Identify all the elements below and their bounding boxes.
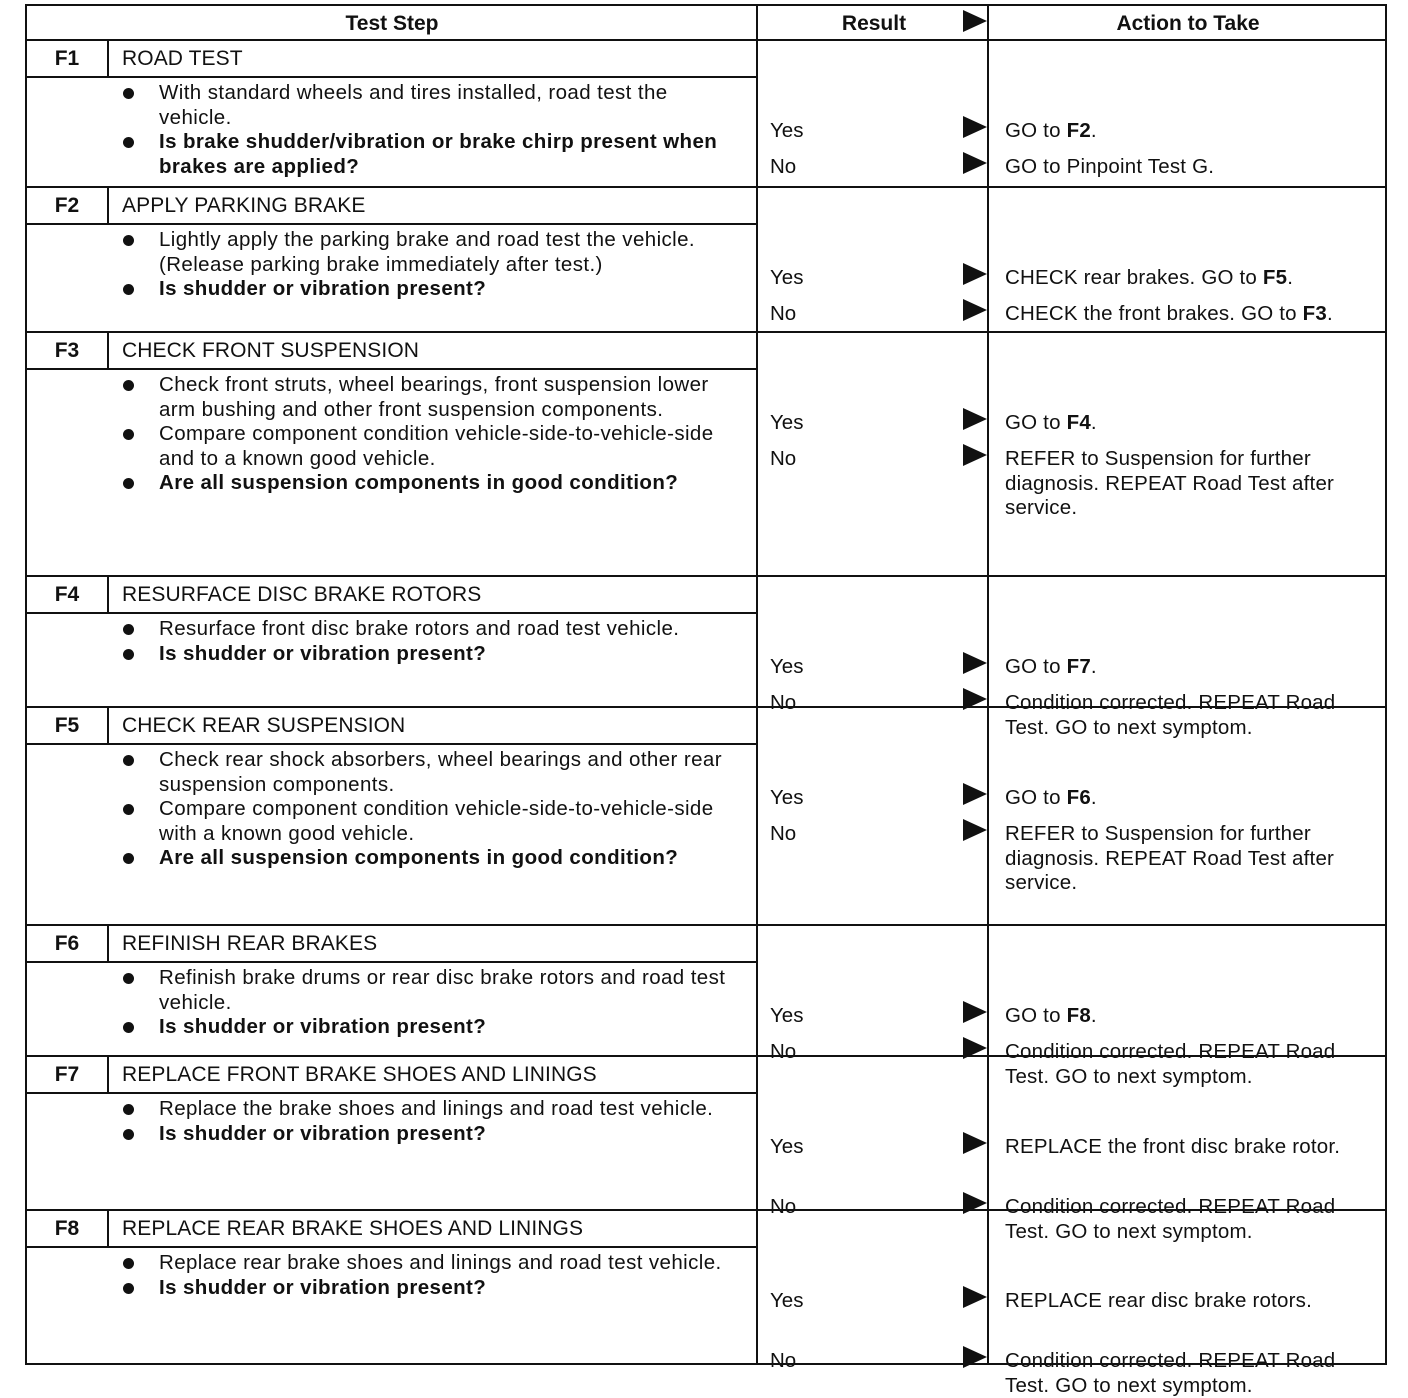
step-question <box>117 642 737 667</box>
step-id: F5 <box>27 708 109 743</box>
arrow-right-icon <box>963 152 987 174</box>
step-question <box>117 1276 737 1301</box>
step-title-bar <box>27 41 757 78</box>
bullet-icon <box>123 1129 134 1140</box>
step-title: ROAD TEST <box>122 47 243 70</box>
step-title-bar <box>27 333 757 370</box>
step-row-f5 <box>27 706 1385 924</box>
action-yes: CHECK rear brakes. GO to F5. <box>1005 266 1294 289</box>
result-yes: Yes <box>770 1004 804 1027</box>
step-title-bar <box>27 577 757 614</box>
result-no: No <box>770 155 797 178</box>
bullet-icon <box>123 755 134 766</box>
diagnostic-table <box>25 4 1387 1397</box>
step-id: F2 <box>27 188 109 223</box>
result-no: No <box>770 302 797 325</box>
arrow-right-icon <box>963 116 987 138</box>
instruction-text: Compare component condition vehicle-side-to-vehicle-side with a known good vehicle. <box>159 797 714 845</box>
step-instruction <box>117 81 737 130</box>
step-instructions <box>117 81 737 179</box>
instruction-text: Check rear shock absorbers, wheel bearings and other rear suspension components. <box>159 748 722 796</box>
arrow-right-icon <box>963 1286 987 1308</box>
step-instruction <box>117 748 737 797</box>
instruction-text: Is brake shudder/vibration or brake chirp present when brakes are applied? <box>159 130 718 178</box>
bullet-icon <box>123 1258 134 1269</box>
action-yes: GO to F2. <box>1005 119 1097 142</box>
step-instructions <box>117 748 737 871</box>
column-divider-action <box>987 4 989 1363</box>
step-instructions <box>117 617 737 666</box>
action-yes: GO to F7. <box>1005 655 1097 678</box>
step-title: CHECK FRONT SUSPENSION <box>122 339 420 362</box>
action-no: GO to Pinpoint Test G. <box>1005 155 1215 178</box>
instruction-text: Refinish brake drums or rear disc brake rotors and road test vehicle. <box>159 966 726 1014</box>
result-no: No <box>770 691 797 714</box>
step-instruction <box>117 373 737 422</box>
action-yes: REPLACE the front disc brake rotor. <box>1005 1135 1341 1158</box>
instruction-text: Is shudder or vibration present? <box>159 277 487 300</box>
bullet-icon <box>123 235 134 246</box>
step-title-bar <box>27 1211 757 1248</box>
arrow-right-icon <box>963 263 987 285</box>
arrow-right-icon <box>963 444 987 466</box>
step-id: F7 <box>27 1057 109 1092</box>
step-instructions <box>117 1097 737 1146</box>
bullet-icon <box>123 380 134 391</box>
step-instruction <box>117 617 737 642</box>
step-title-bar <box>27 1057 757 1094</box>
arrow-right-icon <box>963 1001 987 1023</box>
step-reference: F3 <box>1302 302 1327 325</box>
action-yes: REPLACE rear disc brake rotors. <box>1005 1289 1312 1312</box>
step-row-f2 <box>27 186 1385 331</box>
action-yes: GO to F4. <box>1005 411 1097 434</box>
header-test-step: Test Step <box>345 12 439 35</box>
step-reference: F4 <box>1066 411 1091 434</box>
bullet-icon <box>123 478 134 489</box>
action-no: Condition corrected. REPEAT Road Test. GO to next symptom. <box>1005 1195 1336 1243</box>
action-yes: GO to F6. <box>1005 786 1097 809</box>
result-no: No <box>770 1349 797 1372</box>
bullet-icon <box>123 804 134 815</box>
action-no: Condition corrected. REPEAT Road Test. GO to next symptom. <box>1005 691 1336 739</box>
step-title: REPLACE REAR BRAKE SHOES AND LININGS <box>122 1217 584 1240</box>
bullet-icon <box>123 853 134 864</box>
step-question <box>117 471 737 496</box>
step-question <box>117 277 737 302</box>
step-reference: F6 <box>1066 786 1091 809</box>
instruction-text: Check front struts, wheel bearings, front suspension lower arm bushing and other front suspension components. <box>159 373 709 421</box>
step-id: F6 <box>27 926 109 961</box>
step-instructions <box>117 966 737 1040</box>
step-title: REFINISH REAR BRAKES <box>122 932 378 955</box>
step-instruction <box>117 1097 737 1122</box>
step-row-f1 <box>27 41 1385 186</box>
arrow-right-icon <box>963 652 987 674</box>
instruction-text: With standard wheels and tires installed, road test the vehicle. <box>159 81 668 129</box>
step-title: RESURFACE DISC BRAKE ROTORS <box>122 583 482 606</box>
arrow-right-icon <box>963 1346 987 1368</box>
result-yes: Yes <box>770 1135 804 1158</box>
step-question <box>117 1122 737 1147</box>
result-no: No <box>770 822 797 845</box>
step-instruction <box>117 422 737 471</box>
action-no: CHECK the front brakes. GO to F3. <box>1005 302 1333 325</box>
action-yes: GO to F8. <box>1005 1004 1097 1027</box>
instruction-text: Compare component condition vehicle-side-to-vehicle-side and to a known good vehicle. <box>159 422 714 470</box>
column-divider-result <box>756 4 758 1363</box>
bullet-icon <box>123 973 134 984</box>
bullet-icon <box>123 88 134 99</box>
arrow-right-icon <box>963 783 987 805</box>
action-no: Condition corrected. REPEAT Road Test. GO to next symptom. <box>1005 1349 1336 1397</box>
instruction-text: Is shudder or vibration present? <box>159 1121 487 1145</box>
step-reference: F5 <box>1262 266 1288 289</box>
step-id: F3 <box>27 333 109 368</box>
step-instruction <box>117 228 737 277</box>
instruction-text: Are all suspension components in good condition? <box>159 471 679 494</box>
instruction-text: Lightly apply the parking brake and road test the vehicle. (Release parking brake immediately after test.) <box>159 228 696 276</box>
step-question <box>117 1015 737 1040</box>
bullet-icon <box>123 137 134 148</box>
step-title: REPLACE FRONT BRAKE SHOES AND LININGS <box>122 1063 597 1086</box>
step-title-bar <box>27 708 757 745</box>
step-instruction <box>117 797 737 846</box>
bullet-icon <box>123 284 134 295</box>
bullet-icon <box>123 429 134 440</box>
step-reference: F2 <box>1066 119 1091 142</box>
result-yes: Yes <box>770 119 804 142</box>
step-instruction <box>117 1251 737 1276</box>
action-no: REFER to Suspension for further diagnosis. REPEAT Road Test after service. <box>1005 822 1335 894</box>
step-row-f8 <box>27 1209 1385 1397</box>
step-instruction <box>117 966 737 1015</box>
step-reference: F8 <box>1066 1004 1091 1027</box>
instruction-text: Replace the brake shoes and linings and road test vehicle. <box>159 1097 714 1120</box>
step-title: CHECK REAR SUSPENSION <box>122 714 406 737</box>
header-arrow-icon <box>963 10 987 32</box>
header-result: Result <box>841 12 907 35</box>
step-title-bar <box>27 188 757 225</box>
result-no: No <box>770 1040 797 1063</box>
action-no: REFER to Suspension for further diagnosis. REPEAT Road Test after service. <box>1005 447 1335 519</box>
step-id: F8 <box>27 1211 109 1246</box>
result-yes: Yes <box>770 655 804 678</box>
bullet-icon <box>123 624 134 635</box>
table-header <box>27 4 1385 41</box>
step-question <box>117 846 737 871</box>
result-no: No <box>770 1195 797 1218</box>
bullet-icon <box>123 1022 134 1033</box>
result-yes: Yes <box>770 1289 804 1312</box>
bullet-icon <box>123 649 134 660</box>
step-id: F4 <box>27 577 109 612</box>
step-row-f3 <box>27 331 1385 575</box>
bullet-icon <box>123 1283 134 1294</box>
instruction-text: Replace rear brake shoes and linings and road test vehicle. <box>159 1251 722 1274</box>
step-question <box>117 130 737 179</box>
arrow-right-icon <box>963 408 987 430</box>
arrow-right-icon <box>963 1132 987 1154</box>
header-action: Action to Take <box>1116 12 1260 35</box>
result-yes: Yes <box>770 411 804 434</box>
step-instructions <box>117 373 737 496</box>
step-instructions <box>117 228 737 302</box>
result-no: No <box>770 447 797 470</box>
arrow-right-icon <box>963 819 987 841</box>
step-title-bar <box>27 926 757 963</box>
instruction-text: Are all suspension components in good condition? <box>159 846 679 869</box>
instruction-text: Is shudder or vibration present? <box>159 1015 487 1038</box>
step-reference: F7 <box>1066 655 1091 678</box>
instruction-text: Is shudder or vibration present? <box>159 641 487 665</box>
step-title: APPLY PARKING BRAKE <box>122 194 366 217</box>
action-no: Condition corrected. REPEAT Road Test. GO to next symptom. <box>1005 1040 1336 1088</box>
instruction-text: Resurface front disc brake rotors and road test vehicle. <box>159 617 680 640</box>
instruction-text: Is shudder or vibration present? <box>159 1275 487 1299</box>
step-instructions <box>117 1251 737 1300</box>
step-id: F1 <box>27 41 109 76</box>
result-yes: Yes <box>770 266 804 289</box>
bullet-icon <box>123 1104 134 1115</box>
arrow-right-icon <box>963 299 987 321</box>
result-yes: Yes <box>770 786 804 809</box>
